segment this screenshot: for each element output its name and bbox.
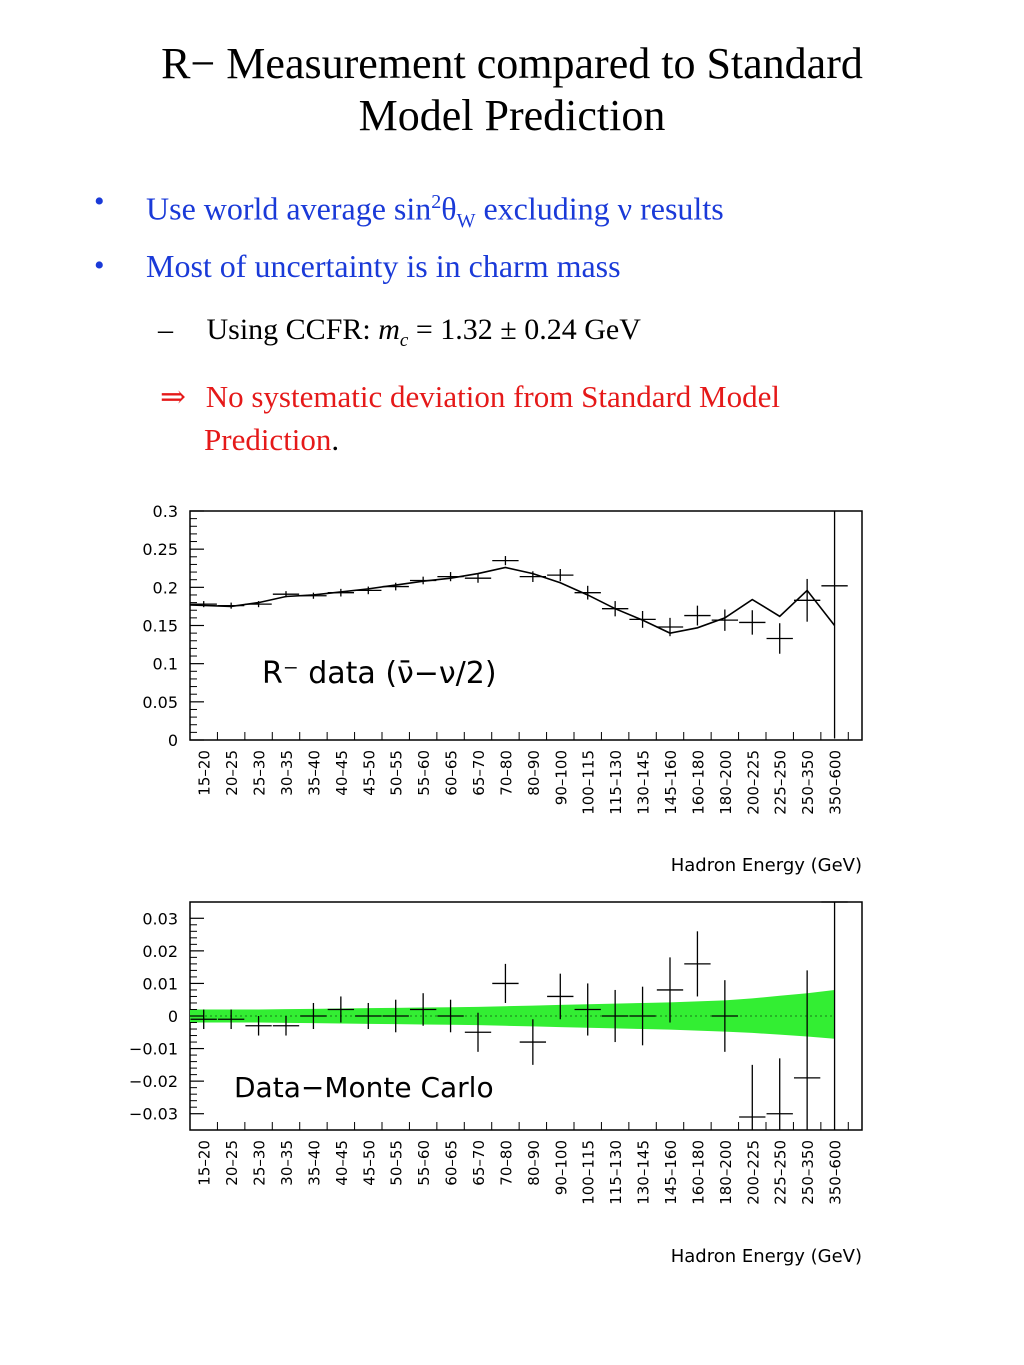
y-tick-label: 0.2 <box>152 578 178 598</box>
x-axis-label: Hadron Energy (GeV) <box>670 1246 862 1267</box>
x-tick-label: 45–50 <box>360 1140 379 1186</box>
dash-icon: – <box>158 313 173 346</box>
x-tick-label: 350–600 <box>826 1140 845 1205</box>
page-title <box>0 38 1024 142</box>
y-tick-label: 0.1 <box>152 654 178 674</box>
x-tick-label: 60–65 <box>442 750 461 796</box>
x-tick-label: 70–80 <box>497 1140 516 1186</box>
title-line-2: Model Prediction <box>358 91 666 140</box>
x-tick-label: 90–100 <box>552 1140 571 1196</box>
x-tick-label: 45–50 <box>360 750 379 796</box>
x-tick-label: 200–225 <box>744 750 763 815</box>
mass-symbol: m <box>378 313 400 346</box>
x-tick-label: 180–200 <box>716 1140 735 1205</box>
title-line-1: R− Measurement compared to Standard <box>161 39 863 88</box>
sm-prediction-curve <box>190 567 835 633</box>
plot-frame <box>190 511 862 740</box>
y-tick-label: −0.02 <box>128 1072 178 1092</box>
sub-bullet-ccfr <box>158 311 641 360</box>
x-tick-label: 225–250 <box>771 1140 790 1205</box>
x-tick-label: 145–160 <box>662 1140 680 1205</box>
x-tick-label: 30–35 <box>278 750 296 796</box>
x-tick-label: 40–45 <box>332 1140 351 1186</box>
x-tick-label: 15–20 <box>195 1140 214 1186</box>
y-tick-label: 0 <box>167 731 178 750</box>
x-tick-label: 100–115 <box>579 1140 598 1205</box>
y-tick-label: 0.25 <box>142 540 178 560</box>
superscript: 2 <box>431 191 442 213</box>
bullet-charm-mass: Most of uncertainty is in charm mass <box>146 248 621 284</box>
sub-bullet-text: Using CCFR: <box>206 313 379 346</box>
y-tick-label: 0.02 <box>142 941 178 961</box>
subscript: W <box>456 210 476 233</box>
x-tick-label: 115–130 <box>607 1140 626 1205</box>
x-tick-label: 350–600 <box>826 750 845 815</box>
bullet-dot-icon: • <box>94 185 105 218</box>
sub-bullet-value: = 1.32 ± 0.24 GeV <box>408 313 641 346</box>
y-tick-label: 0.01 <box>142 974 178 994</box>
x-tick-label: 130–145 <box>634 750 653 815</box>
bullet-text-suffix: excluding ν results <box>475 190 724 227</box>
y-tick-label: 0.05 <box>142 692 178 712</box>
r-minus-chart <box>0 490 1024 890</box>
y-tick-label: −0.01 <box>128 1039 178 1059</box>
x-tick-label: 60–65 <box>442 1140 461 1186</box>
x-tick-label: 50–55 <box>387 1140 406 1186</box>
x-tick-label: 30–35 <box>278 1140 296 1186</box>
implies-arrow-icon: ⇒ <box>160 379 186 414</box>
y-tick-label: 0 <box>167 1007 178 1026</box>
x-tick-label: 70–80 <box>497 750 516 796</box>
chart-annotation: R⁻ data (ν̄−ν/2) <box>262 656 497 691</box>
chart-annotation: Data−Monte Carlo <box>234 1071 494 1104</box>
x-tick-label: 180–200 <box>716 750 735 815</box>
x-tick-label: 15–20 <box>195 750 214 796</box>
x-tick-label: 25–30 <box>250 750 269 796</box>
x-tick-label: 160–180 <box>689 750 708 815</box>
x-tick-label: 20–25 <box>223 1140 242 1186</box>
y-tick-label: 0.03 <box>142 909 178 929</box>
bullet-text: Use world average sin <box>146 190 432 227</box>
conclusion-line-1: No systematic deviation from Standard Model <box>205 379 780 414</box>
x-tick-label: 65–70 <box>470 1140 488 1186</box>
x-axis-label: Hadron Energy (GeV) <box>670 855 862 876</box>
x-tick-label: 145–160 <box>662 750 680 815</box>
data-minus-mc-chart <box>0 890 1024 1280</box>
x-tick-label: 35–40 <box>305 750 324 796</box>
x-tick-label: 250–350 <box>799 1140 818 1205</box>
x-tick-label: 100–115 <box>579 750 598 815</box>
x-tick-label: 35–40 <box>305 1140 324 1186</box>
mc-uncertainty-band <box>190 990 835 1039</box>
x-tick-label: 115–130 <box>607 750 626 815</box>
y-tick-label: −0.03 <box>128 1104 178 1124</box>
x-tick-label: 65–70 <box>470 750 488 796</box>
conclusion <box>160 378 780 416</box>
x-tick-label: 25–30 <box>250 1140 269 1186</box>
x-tick-label: 55–60 <box>415 1140 434 1186</box>
x-tick-label: 40–45 <box>332 750 351 796</box>
x-tick-label: 90–100 <box>552 750 571 806</box>
x-tick-label: 20–25 <box>223 750 242 796</box>
x-tick-label: 50–55 <box>387 750 406 796</box>
x-tick-label: 80–90 <box>524 750 543 796</box>
x-tick-label: 55–60 <box>415 750 434 796</box>
subscript: c <box>399 330 409 351</box>
theta-symbol: θ <box>441 190 457 227</box>
bullet-dot-icon: • <box>94 249 105 282</box>
x-tick-label: 225–250 <box>771 750 790 815</box>
x-tick-label: 200–225 <box>744 1140 763 1205</box>
bullet-world-average <box>146 183 724 240</box>
period: . <box>331 422 340 457</box>
x-tick-label: 250–350 <box>799 750 818 815</box>
y-tick-label: 0.3 <box>152 502 178 521</box>
x-tick-label: 80–90 <box>524 1140 543 1186</box>
conclusion-line-2 <box>204 421 339 459</box>
conclusion-text: Prediction <box>204 422 332 457</box>
x-tick-label: 160–180 <box>689 1140 708 1205</box>
y-tick-label: 0.15 <box>142 616 178 636</box>
x-tick-label: 130–145 <box>634 1140 653 1205</box>
